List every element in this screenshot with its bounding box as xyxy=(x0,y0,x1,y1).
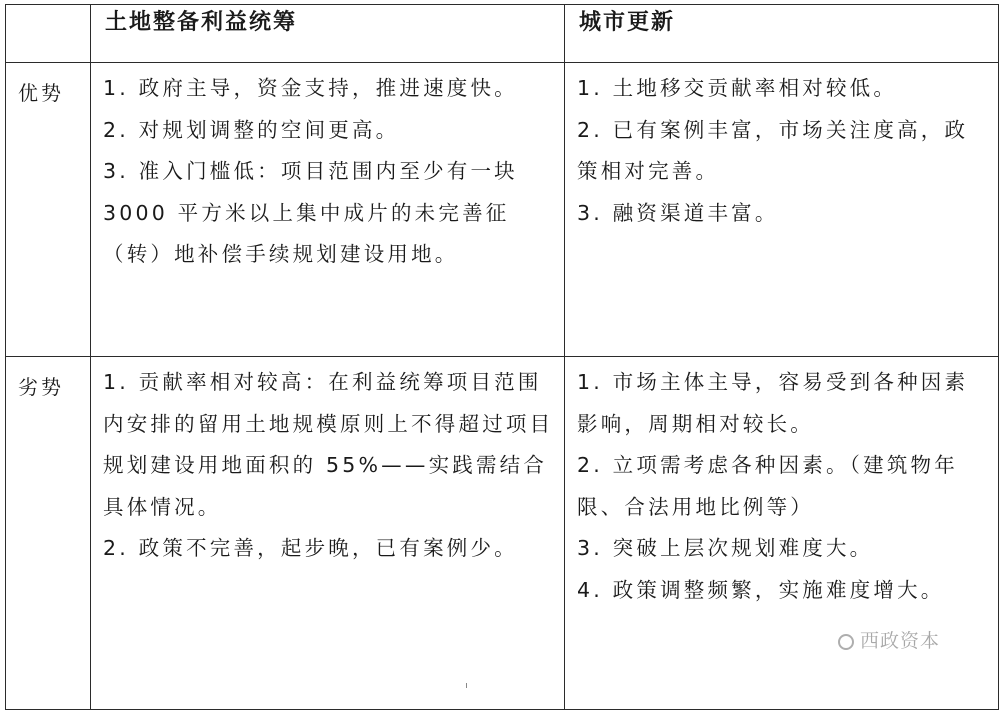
row-label-disadvantages: 劣势 xyxy=(6,357,91,710)
list-item: 1. 贡献率相对较高：在利益统筹项目范围内安排的留用土地规模原则上不得超过项目规划建设用地面积的 55%——实践需结合具体情况。 xyxy=(103,370,554,519)
row-label-advantages: 优势 xyxy=(6,63,91,357)
disadvantages-land-consolidation-cell xyxy=(91,357,565,710)
header-corner-cell xyxy=(6,5,91,63)
list-item: 2. 已有案例丰富，市场关注度高，政策相对完善。 xyxy=(577,117,969,183)
divider xyxy=(466,683,467,688)
header-row xyxy=(6,5,999,63)
list-item: 3. 突破上层次规划难度大。 xyxy=(577,536,874,560)
list-item: 2. 对规划调整的空间更高。 xyxy=(103,117,400,142)
disadvantages-urban-renewal-cell xyxy=(565,357,999,710)
list-item: 4. 政策调整频繁，实施难度增大。 xyxy=(577,577,945,602)
watermark-text: 西政资本 xyxy=(860,630,941,652)
advantages-row xyxy=(6,63,999,357)
list-item: 1. 政府主导，资金支持，推进速度快。 xyxy=(103,76,518,100)
list-item: 2. 政策不完善，起步晚，已有案例少。 xyxy=(103,536,518,560)
list-item: 2. 立项需考虑各种因素。（建筑物年限、合法用地比例等） xyxy=(577,453,958,519)
list-item: 3. 融资渠道丰富。 xyxy=(577,200,779,225)
header-land-consolidation: 土地整备利益统筹 xyxy=(91,5,565,63)
header-urban-renewal: 城市更新 xyxy=(565,5,999,63)
list-item: 1. 土地移交贡献率相对较低。 xyxy=(577,76,898,100)
advantages-land-consolidation-cell xyxy=(91,63,565,357)
list-item: 1. 市场主体主导，容易受到各种因素影响，周期相对较长。 xyxy=(577,370,969,436)
comparison-table xyxy=(5,4,999,710)
disadvantages-row xyxy=(6,357,999,710)
advantages-urban-renewal-cell xyxy=(565,63,999,357)
list-item: 3. 准入门槛低：项目范围内至少有一块 3000 平方米以上集中成片的未完善征（转）地补偿手续规划建设用地。 xyxy=(103,159,518,266)
